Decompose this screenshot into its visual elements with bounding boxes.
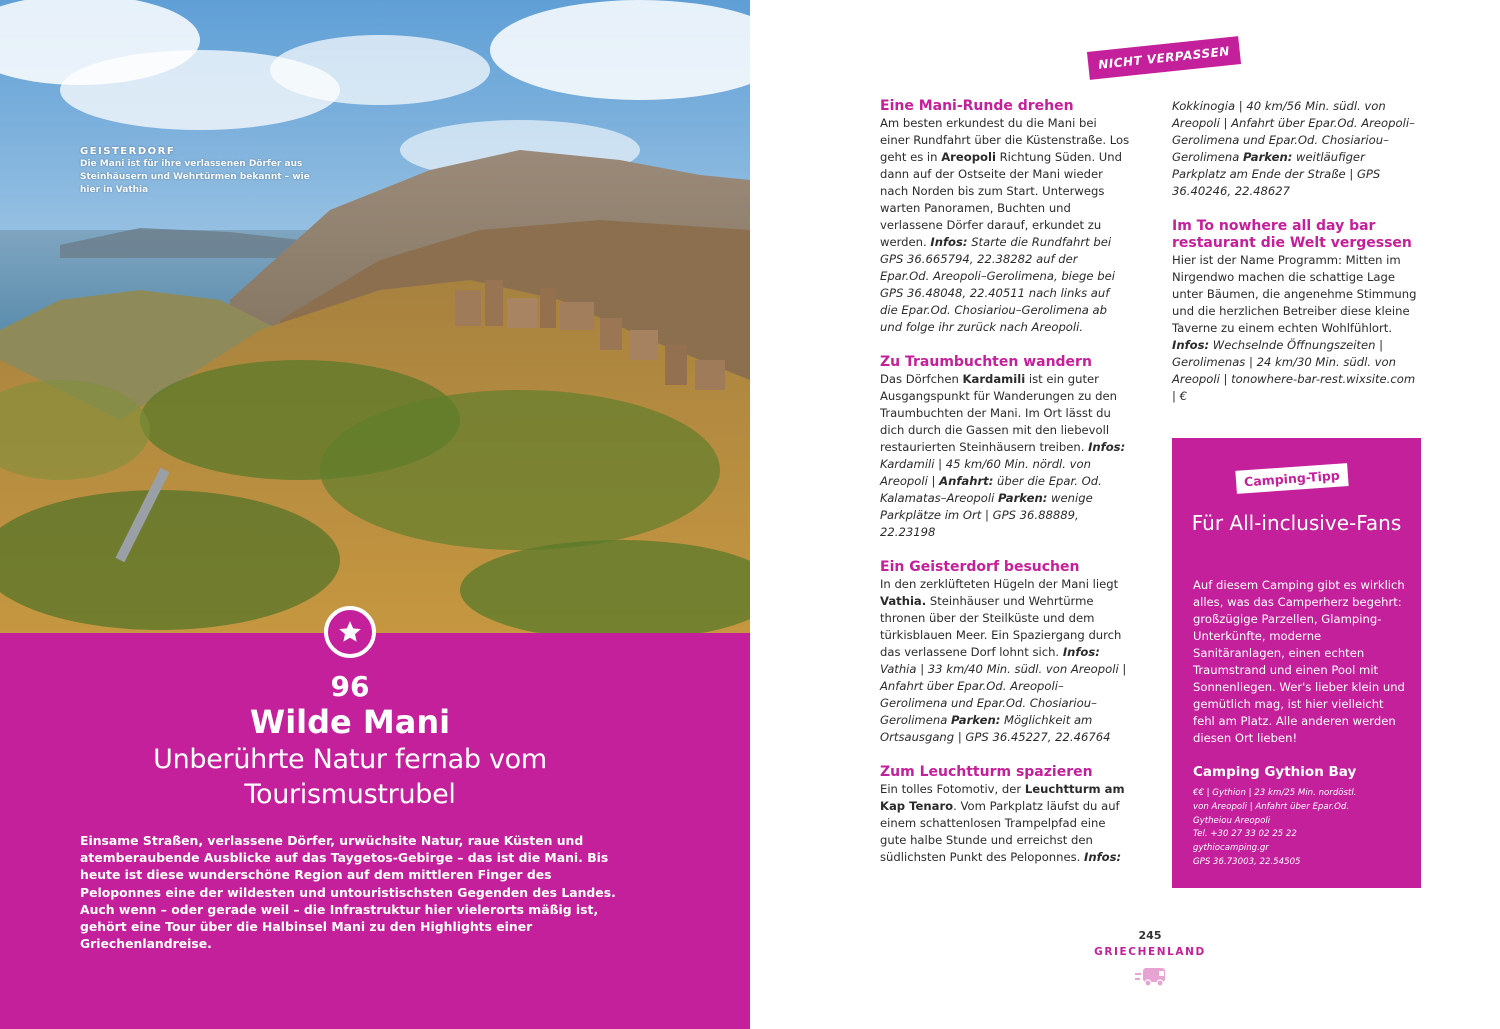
camping-info-line: gythiocamping.gr [1193, 843, 1269, 854]
entry-subtitle: Unberührte Natur fernab vom Tourismustrubel [153, 744, 547, 810]
camping-tip-box [1172, 438, 1421, 888]
camping-tip-tag: Camping-Tipp [1235, 463, 1348, 494]
camping-info-line: Tel. +30 27 33 02 25 22 [1193, 829, 1297, 840]
section-title: Ein Geisterdorf besuchen [880, 559, 1080, 575]
entry-number: 96 [330, 670, 370, 703]
column-1 [880, 98, 1130, 884]
section-text: In den zerklüfteten Hügeln der Mani liegt Vathia. Steinhäuser und Wehrtürme thronen über der Steilküste und dem türkisblauen Meer. Ein Spaziergang durch das verlassene Dorf lohnt sich. Infos: Vathia | 33 km/40 Min. südl. von Areopoli | Anfahrt über Epar.Od. Areopoli–Gerolimena und Epar.Od. Chosiariou–Gerolimena Parken: Möglichkeit am Ortsausgang | GPS 36.45227, 22.46764 [880, 577, 1127, 744]
page-number: 245 [1138, 929, 1162, 942]
camping-info-line: Gytheiou Areopoli [1193, 815, 1271, 826]
section-title: Eine Mani-Runde drehen [880, 98, 1074, 114]
section-leuchtturm-continued [1172, 98, 1422, 200]
camper-van-icon [1135, 966, 1169, 992]
section-text: Ein tolles Fotomotiv, der Leuchtturm am Kap Tenaro. Vom Parkplatz läufst du auf einem schattenlosen Trampelpfad eine gute halbe Stunde und erreichst den südlichsten Punkt des Peloponnes. Infos: [880, 782, 1125, 864]
caption-text: Die Mani ist für ihre verlassenen Dörfer aus Steinhäusern und Wehrtürmen bekannt – wie hier in Vathia [80, 159, 310, 195]
right-page [750, 0, 1500, 1029]
camping-info-line: €€ | Gythion | 23 km/25 Min. nordöstl. [1193, 788, 1357, 798]
camping-info-line: GPS 36.73003, 22.54505 [1193, 856, 1301, 867]
star-icon [337, 619, 363, 645]
camping-name: Camping Gythion Bay [1193, 764, 1357, 780]
nicht-verpassen-tag: NICHT VERPASSEN [1087, 36, 1241, 80]
caption-title: GEISTERDORF [80, 146, 176, 157]
section-mani-runde [880, 98, 1130, 336]
photo-illustration [0, 0, 750, 633]
entry-title: Wilde Mani [249, 703, 451, 741]
intro-text: Einsame Straßen, verlassene Dörfer, urwüchsite Natur, raue Küsten und atemberaubende Ausblicke auf das Taygetos-Gebirge – das ist die Mani. Bis heute ist diese wunderschöne Region auf dem mittleren Finger des Peloponnes eine der wildesten und untouristischsten Gegenden des Landes. Auch wenn – oder gerade weil – die Infrastruktur hier vielerorts mäßig ist, gehört eine Tour über die Halbinsel Mani zu den Highlights einer Griechenlandreise. [80, 833, 616, 952]
camping-info-line: von Areopoli | Anfahrt über Epar.Od. [1193, 801, 1350, 812]
section-geisterdorf [880, 559, 1130, 746]
camping-text: Auf diesem Camping gibt es wirklich alles, was das Camperherz begehrt: großzügige Parzellen, Glamping-Unterkünfte, moderne Sanitäranlagen, einen echten Traumstrand und einen Pool mit Sonnenliegen. Wer's lieber klein und gemütlich mag, ist hier vielleicht fehl am Platz. Alle anderen werden diesen Ort lieben! [1193, 578, 1405, 745]
landscape-photo [0, 0, 750, 633]
camping-info [1193, 787, 1405, 870]
section-text: Am besten erkundest du die Mani bei einer Rundfahrt über die Küstenstraße. Los geht es in Areopoli Richtung Süden. Und dann auf der Ostseite der Mani wieder nach Norden bis zum Start. Unterwegs warten Panoramen, Buchten und verlassene Dörfer darauf, erkundet zu werden. Infos: Starte die Rundfahrt bei GPS 36.665794, 22.38282 auf der Epar.Od. Areopoli–Gerolimena, biege bei GPS 36.48048, 22.40511 nach links auf die Epar.Od. Chosiariou–Gerolimena ab und folge ihr zurück nach Areopoli. [880, 116, 1130, 334]
star-badge [324, 606, 376, 658]
section-traumbuchten [880, 354, 1130, 541]
section-to-nowhere [1172, 218, 1422, 405]
column-2 [1172, 98, 1422, 423]
section-title: Zu Traumbuchten wandern [880, 354, 1092, 370]
section-name: GRIECHENLAND [1094, 946, 1206, 958]
camping-title: Für All-inclusive-Fans [1191, 511, 1402, 535]
photo-caption [80, 145, 320, 197]
section-title: Zum Leuchtturm spazieren [880, 764, 1093, 780]
section-title: Im To nowhere all day bar restaurant die Welt vergessen [1172, 218, 1412, 251]
section-text: Kokkinogia | 40 km/56 Min. südl. von Areopoli | Anfahrt über Epar.Od. Areopoli–Gerolimena und Epar.Od. Chosiariou–Gerolimena Parken: weitläufiger Parkplatz am Ende der Straße | GPS 36.40246, 22.48627 [1172, 99, 1415, 198]
section-text: Hier ist der Name Programm: Mitten im Nirgendwo machen die schattige Lage unter Bäumen, die angenehme Stimmung und die herzlichen Betreiber diese kleine Taverne zu einem echten Wohlfühlort. Infos: Wechselnde Öffnungszeiten | Gerolimenas | 24 km/30 Min. südl. von Areopoli | tonowhere-bar-rest.wixsite.com | € [1172, 253, 1417, 403]
section-text: Das Dörfchen Kardamili ist ein guter Ausgangspunkt für Wanderungen zu den Traumbuchten der Mani. Im Ort lässt du dich durch die Gassen mit den liebevoll restaurierten Steinhäusern treiben. Infos: Kardamili | 45 km/60 Min. nördl. von Areopoli | Anfahrt: über die Epar. Od. Kalamatas–Areopoli Parken: wenige Parkplätze im Ort | GPS 36.88889, 22.23198 [880, 372, 1126, 539]
section-leuchtturm [880, 764, 1130, 866]
